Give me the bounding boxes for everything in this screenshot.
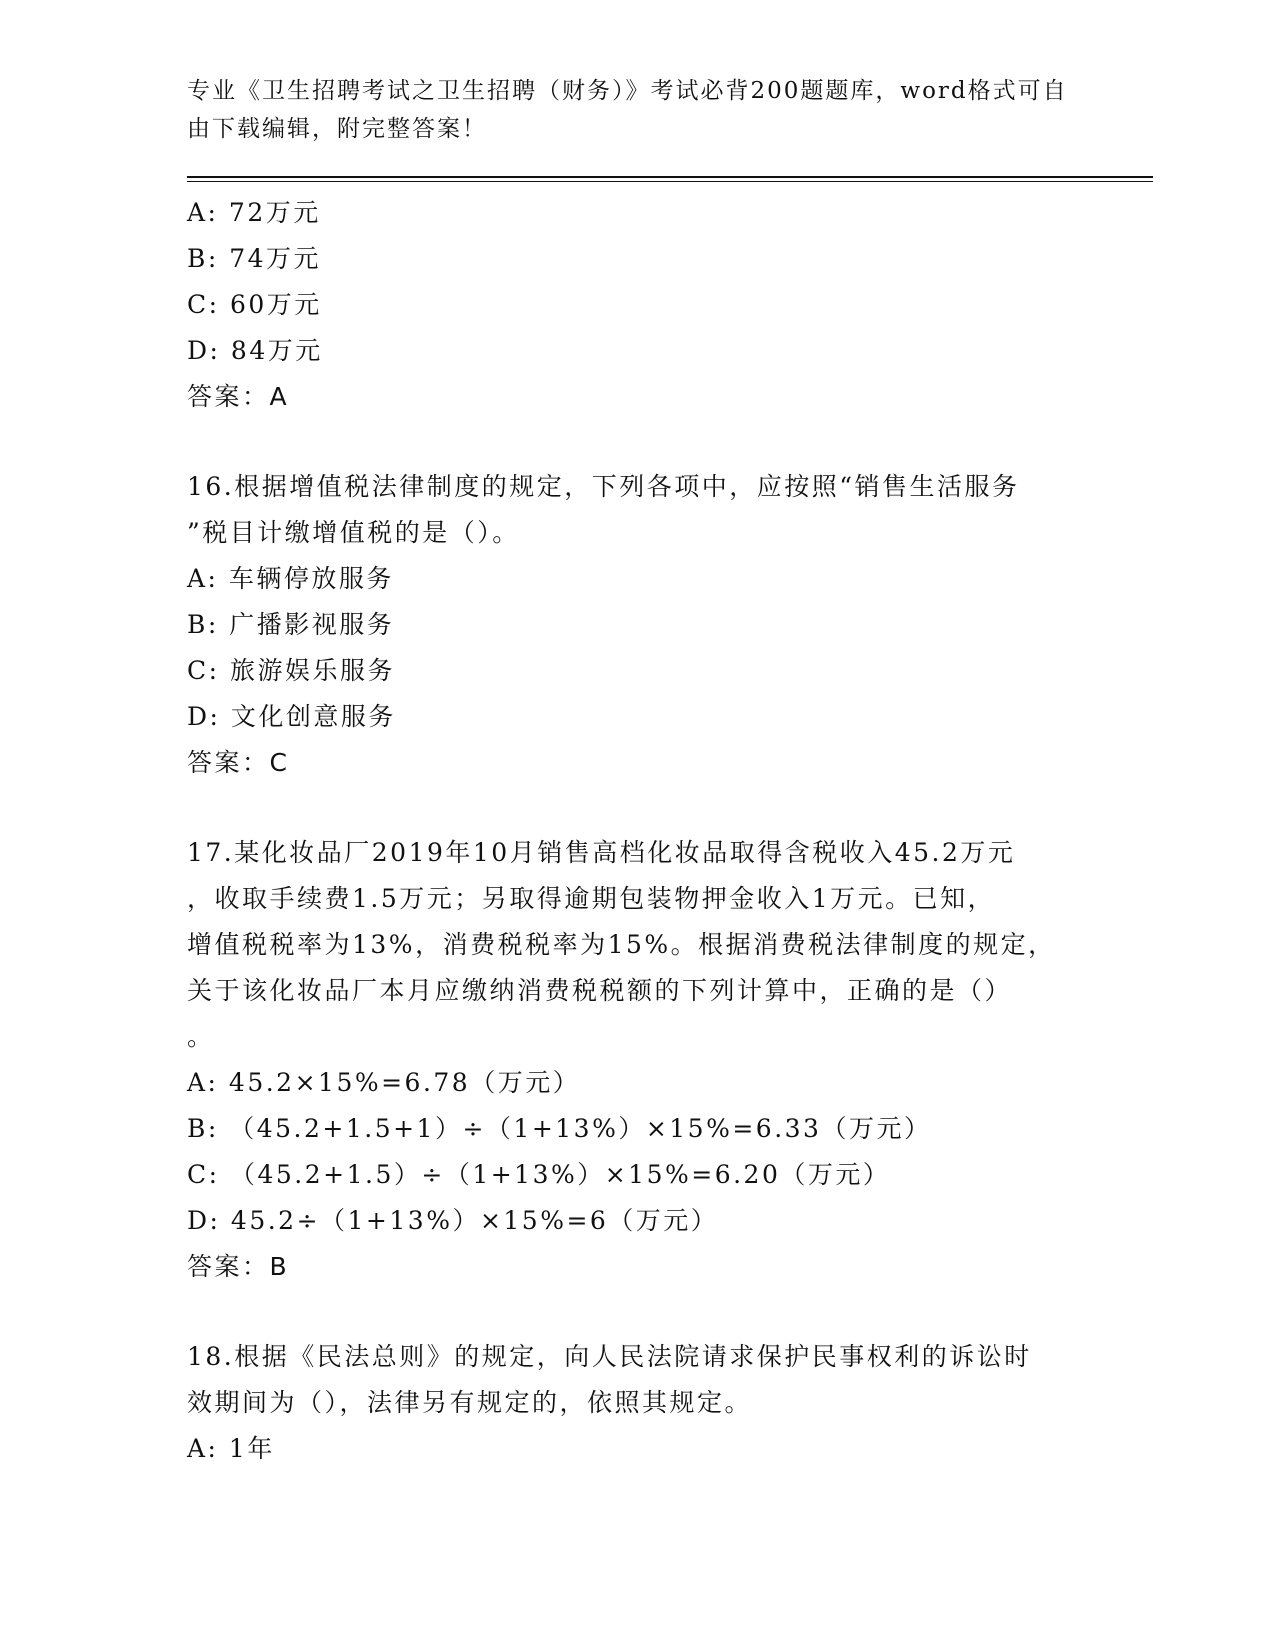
question-stem: 18.根据《民法总则》的规定，向人民法院请求保护民事权利的诉讼时	[187, 1342, 1032, 1371]
question-stem: 。	[187, 1022, 215, 1051]
question-stem: 关于该化妆品厂本月应缴纳消费税税额的下列计算中，正确的是（）	[187, 976, 1013, 1005]
option-b: B: （45.2+1.5+1）÷（1+13%）×15%=6.33（万元）	[187, 1114, 932, 1143]
spacer	[187, 1290, 1087, 1334]
answer-line: 答案：C	[187, 748, 290, 777]
question-stem: ，收取手续费1.5万元；另取得逾期包装物押金收入1万元。已知，	[187, 884, 996, 913]
header-line-2: 由下载编辑，附完整答案！	[187, 116, 487, 142]
option-b: B: 74万元	[187, 244, 322, 273]
option-a: A: 72万元	[187, 198, 321, 227]
header-divider-thin	[187, 181, 1153, 182]
header-line-1: 专业《卫生招聘考试之卫生招聘（财务）》考试必背200题题库，word格式可自	[187, 78, 1068, 104]
question-stem: 17.某化妆品厂2019年10月销售高档化妆品取得含税收入45.2万元	[187, 838, 1016, 867]
option-b: B: 广播影视服务	[187, 610, 395, 639]
option-d: D: 文化创意服务	[187, 702, 396, 731]
question-content	[187, 190, 1087, 1472]
option-d: D: 84万元	[187, 336, 323, 365]
option-a: A: 1年	[187, 1434, 275, 1463]
option-d: D: 45.2÷（1+13%）×15%=6（万元）	[187, 1206, 719, 1235]
option-c: C: （45.2+1.5）÷（1+13%）×15%=6.20（万元）	[187, 1160, 891, 1189]
question-15-block	[187, 190, 1087, 420]
header-divider-thick	[187, 176, 1153, 178]
answer-line: 答案：A	[187, 382, 290, 411]
document-header	[187, 72, 1087, 148]
answer-line: 答案：B	[187, 1252, 290, 1281]
question-stem: 增值税税率为13%，消费税税率为15%。根据消费税法律制度的规定，	[187, 930, 1056, 959]
spacer	[187, 786, 1087, 830]
question-17-block	[187, 830, 1087, 1290]
option-c: C: 60万元	[187, 290, 322, 319]
spacer	[187, 420, 1087, 464]
question-stem: 16.根据增值税法律制度的规定，下列各项中，应按照“销售生活服务	[187, 472, 1020, 501]
option-a: A: 车辆停放服务	[187, 564, 394, 593]
question-stem: ”税目计缴增值税的是（）。	[187, 518, 520, 547]
option-c: C: 旅游娱乐服务	[187, 656, 395, 685]
question-18-block	[187, 1334, 1087, 1472]
question-stem: 效期间为（），法律另有规定的，依照其规定。	[187, 1388, 753, 1417]
question-16-block	[187, 464, 1087, 786]
option-a: A: 45.2×15%=6.78（万元）	[187, 1068, 581, 1097]
